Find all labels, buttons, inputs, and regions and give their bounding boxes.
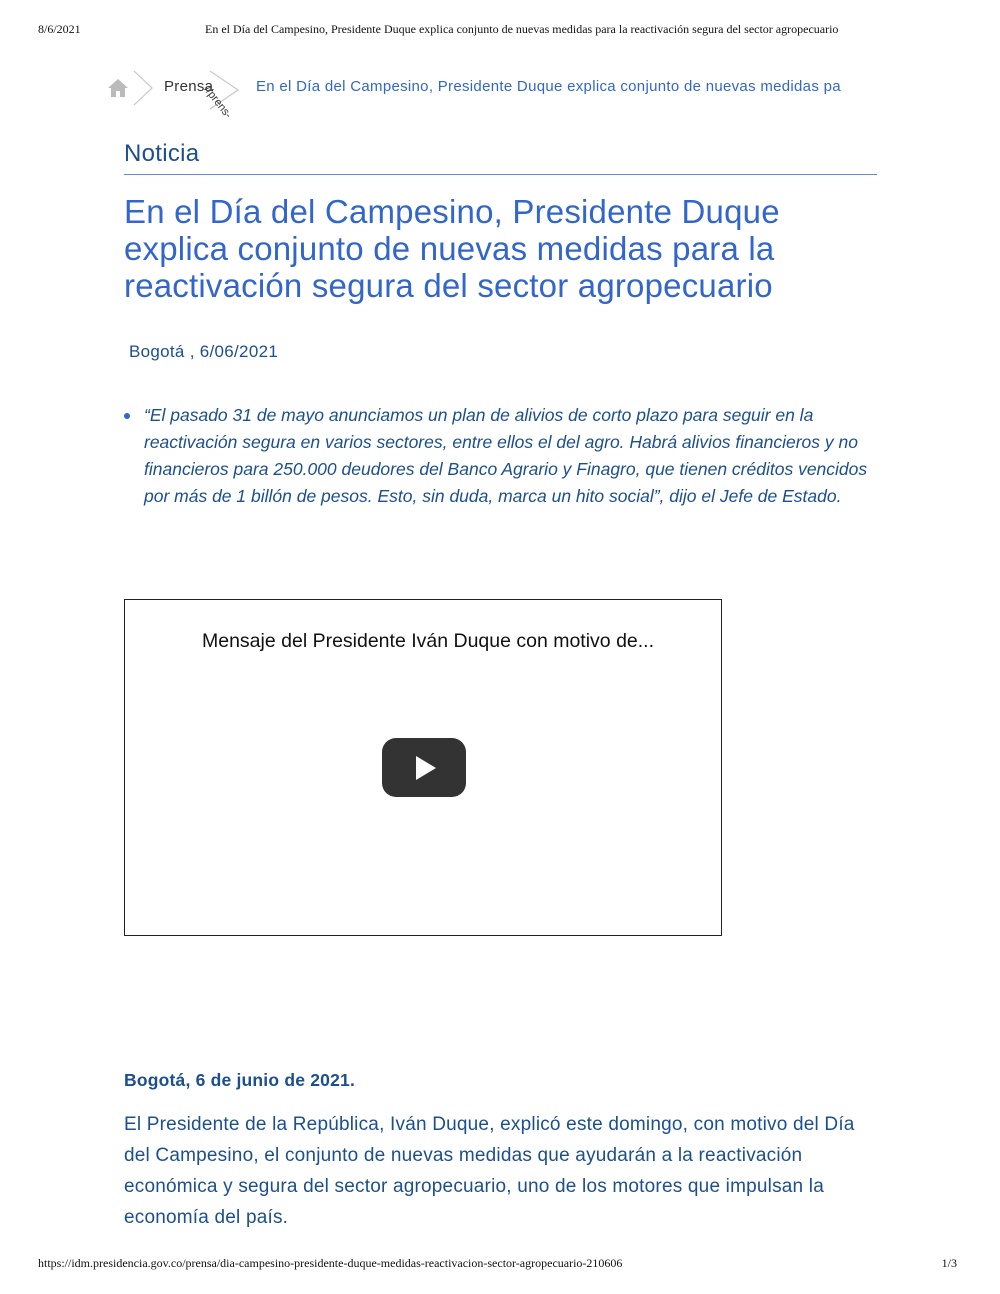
- print-page-number: 1/3: [941, 1256, 957, 1270]
- breadcrumb-current-page[interactable]: En el Día del Campesino, Presidente Duque explica conjunto de nuevas medidas pa: [256, 78, 841, 95]
- body-dateline: Bogotá, 6 de junio de 2021.: [124, 1070, 356, 1090]
- breadcrumb-prensa-link[interactable]: Prensa: [164, 78, 214, 95]
- play-icon: [416, 756, 436, 780]
- home-icon[interactable]: [107, 78, 129, 98]
- print-url: https://idm.presidencia.gov.co/prensa/dia-campesino-presidente-duque-medidas-reactivacion-sector-agropecuario-210606: [38, 1256, 623, 1270]
- print-title: En el Día del Campesino, Presidente Duque explica conjunto de nuevas medidas para la reactivación segura del sector agropecuario: [205, 22, 839, 36]
- play-button[interactable]: [382, 738, 466, 797]
- quote-text: “El pasado 31 de mayo anunciamos un plan de alivios de corto plazo para seguir en la reactivación segura en varios sectores, entre ellos el del agro. Habrá alivios financieros y no financieros para 250.000 deudores del Banco Agrario y Finagro, que tienen créditos vencidos por más de 1 billón de pesos. Esto, sin duda, marca un hito social”, dijo el Jefe de Estado.: [144, 405, 868, 506]
- breadcrumb: [104, 70, 900, 121]
- bullet-icon: [124, 413, 130, 419]
- breadcrumb-rotated-fragment: //prens-: [201, 84, 234, 121]
- section-label: Noticia: [124, 140, 200, 167]
- print-date: 8/6/2021: [38, 22, 81, 36]
- print-header: [0, 22, 1000, 40]
- section-divider: [124, 174, 877, 175]
- breadcrumb-separator-icon: [132, 70, 154, 106]
- quote-list: [124, 402, 884, 510]
- video-title[interactable]: Mensaje del Presidente Iván Duque con motivo de...: [202, 630, 655, 652]
- video-embed[interactable]: [124, 599, 722, 936]
- article-title: En el Día del Campesino, Presidente Duque explica conjunto de nuevas medidas para la reactivación segura del sector agropecuario: [124, 193, 780, 304]
- print-footer: [0, 1256, 1000, 1274]
- body-paragraph: El Presidente de la República, Iván Duque, explicó este domingo, con motivo del Día del Campesino, el conjunto de nuevas medidas que ayudarán a la reactivación económica y segura del sector agropecuario, uno de los motores que impulsan la economía del país.: [124, 1114, 855, 1228]
- quote-item: [124, 402, 884, 510]
- article-dateline: Bogotá , 6/06/2021: [129, 342, 279, 361]
